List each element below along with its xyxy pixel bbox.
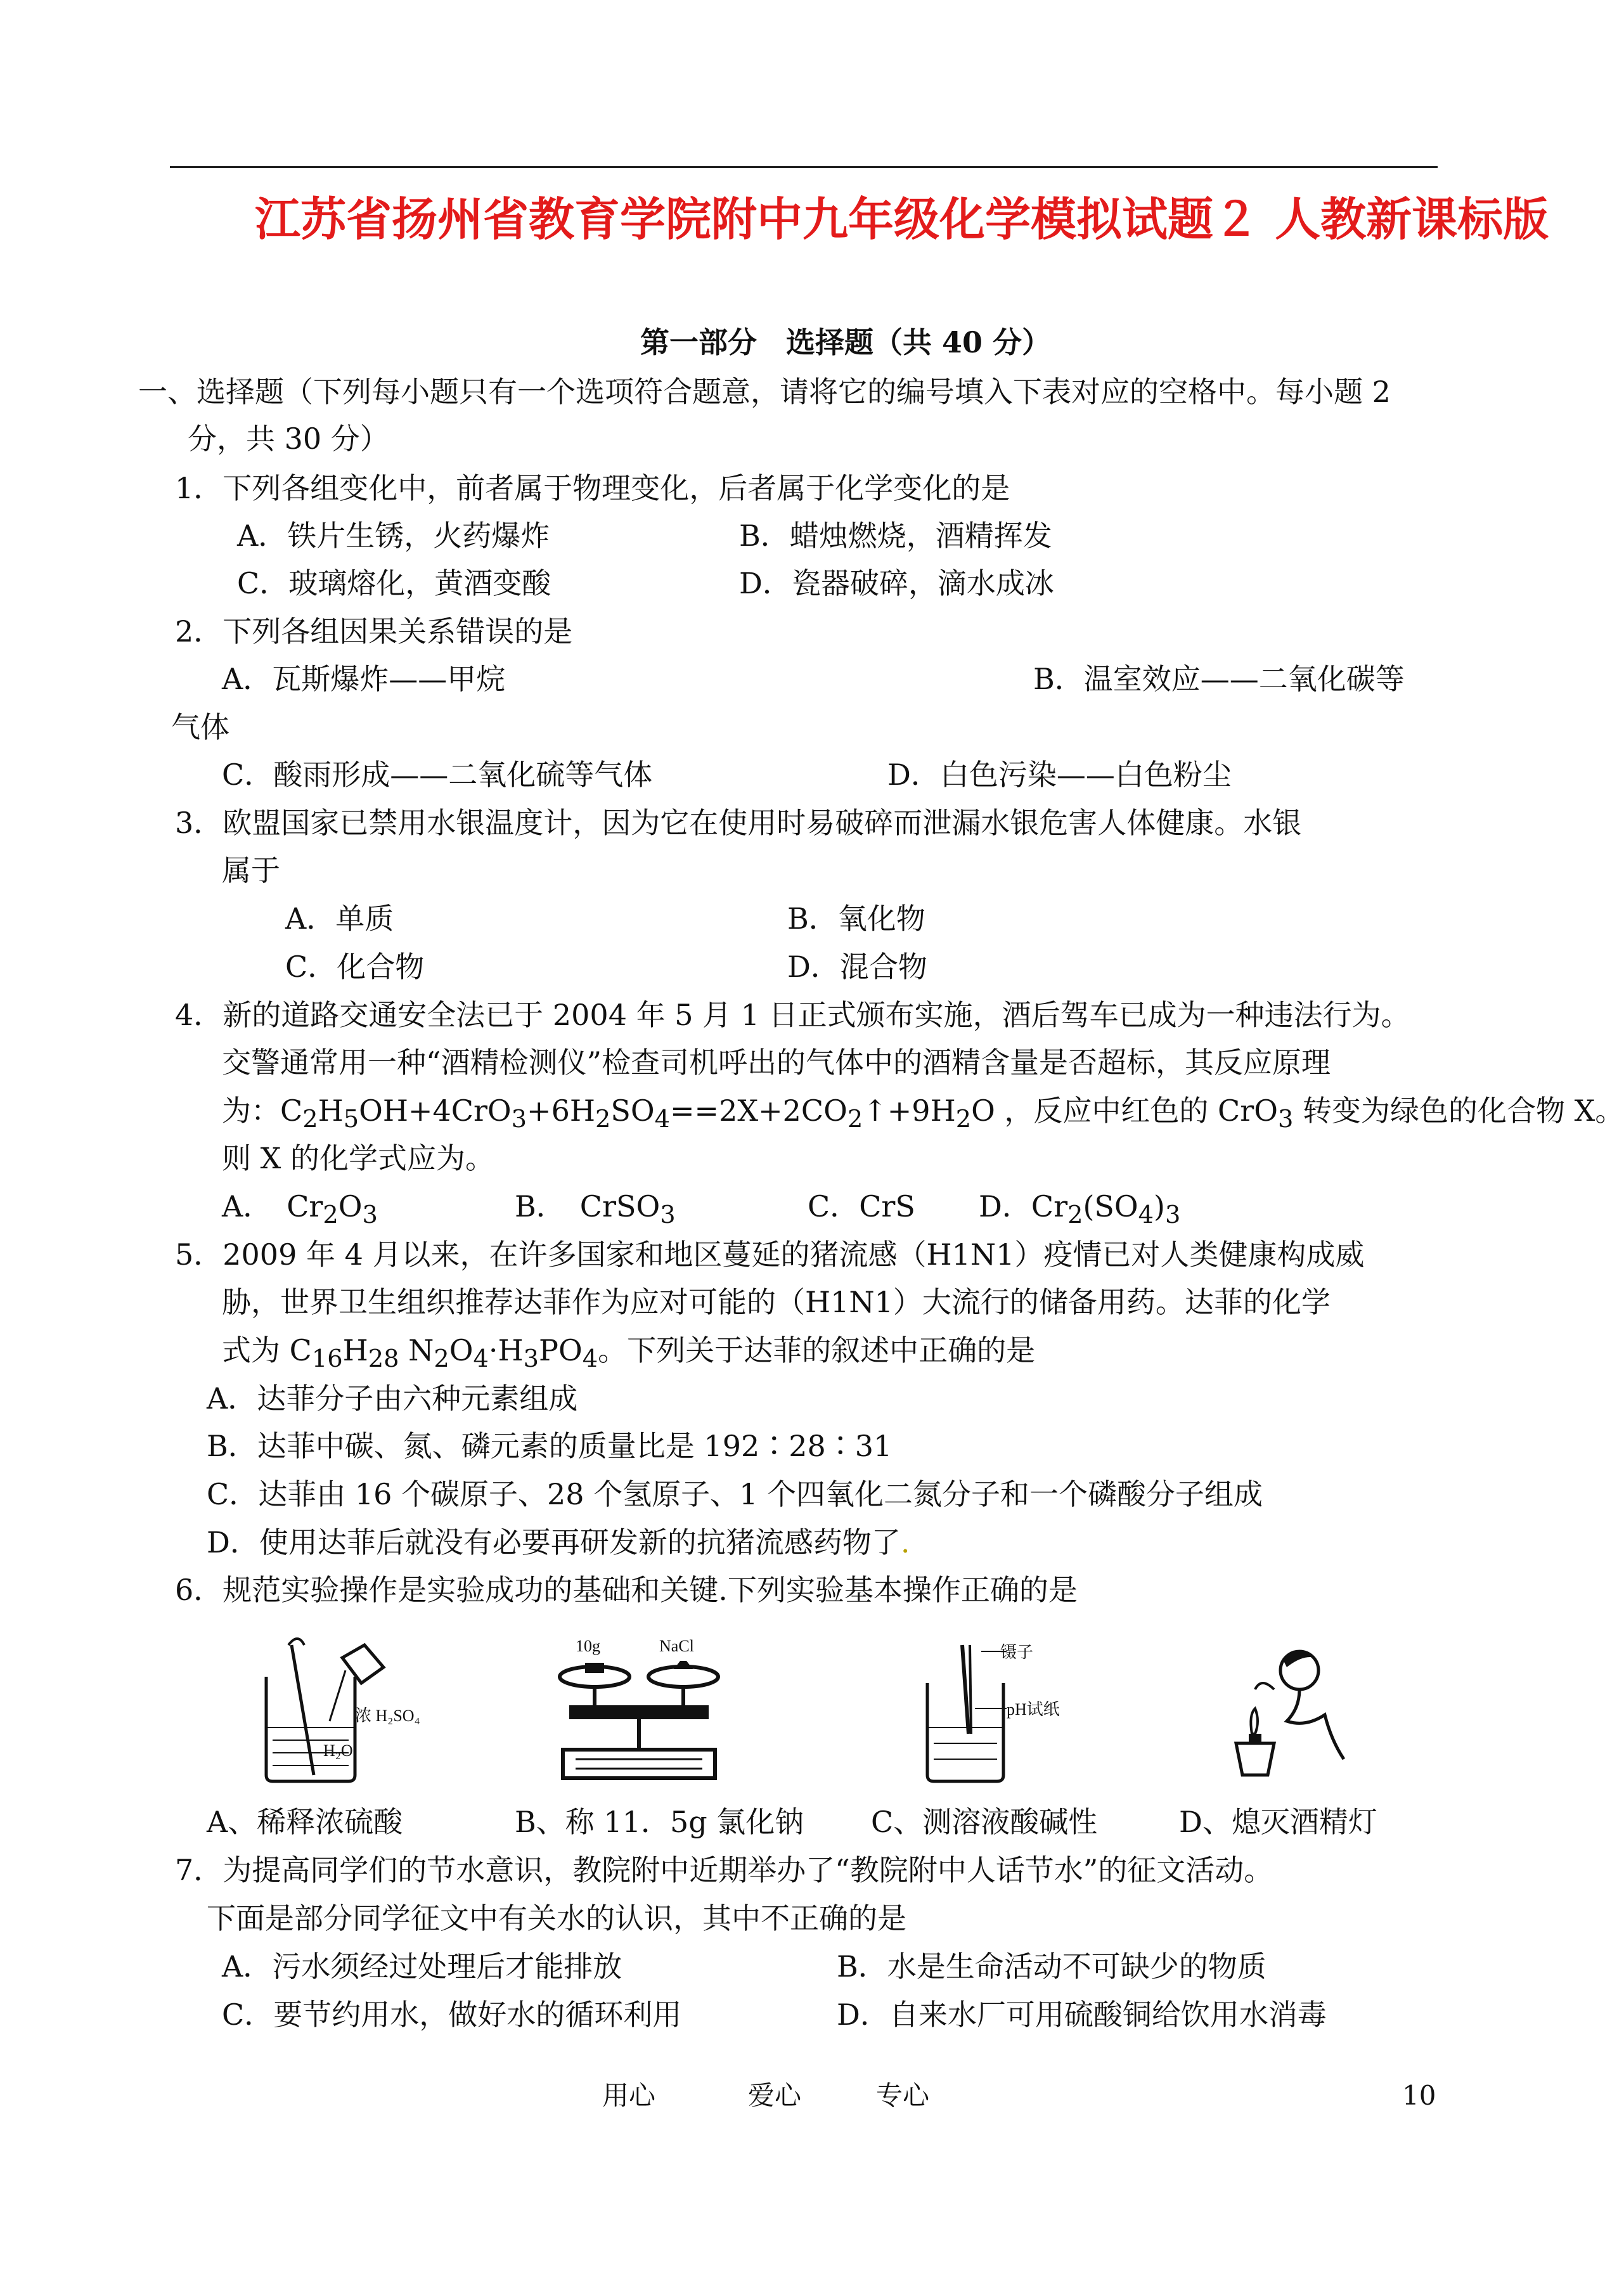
q3-stem-1: 3．欧盟国家已禁用水银温度计，因为它在使用时易破碎而泄漏水银危害人体健康。水银 <box>175 806 1302 840</box>
instruction-line-1: 一、选择题（下列每小题只有一个选项符合题意，请将它的编号填入下表对应的空格中。每小题 2 <box>138 375 1391 409</box>
q7-option-b: B．水是生命活动不可缺少的物质 <box>837 1949 1266 1984</box>
q5-trailing-dot: . <box>900 1525 910 1559</box>
label-ph-paper: pH试纸 <box>1007 1700 1060 1719</box>
q4-option-a: A． $Cr_2O_3$ <box>222 1189 378 1230</box>
q6-option-a: A、稀释浓硫酸 <box>207 1805 403 1839</box>
q5-option-c: C．达菲由 16 个碳原子、28 个氢原子、1 个四氧化二氮分子和一个磷酸分子组成 <box>207 1477 1263 1511</box>
q4-option-c: C．CrS <box>808 1189 915 1223</box>
figure-balance <box>550 1632 728 1791</box>
label-weight: 10g <box>576 1637 600 1655</box>
q2-option-b-cont: 气体 <box>171 710 229 744</box>
q7-stem-1: 7．为提高同学们的节水意识，教院附中近期举办了“教院附中人话节水”的征文活动。 <box>175 1853 1273 1887</box>
q3-option-c: C．化合物 <box>285 950 425 984</box>
q6-option-c: C、测溶液酸碱性 <box>871 1805 1098 1839</box>
q1-option-b: B．蜡烛燃烧，酒精挥发 <box>739 519 1052 553</box>
label-water: H₂O <box>323 1741 353 1760</box>
q3-option-a: A．单质 <box>285 901 394 936</box>
q5-option-d: D．使用达菲后就没有必要再研发新的抗猪流感药物了. <box>207 1525 910 1559</box>
q5-option-b: B．达菲中碳、氮、磷元素的质量比是 192∶28∶31 <box>207 1429 893 1463</box>
q7-stem-2: 下面是部分同学征文中有关水的认识，其中不正确的是 <box>207 1901 906 1935</box>
q4-option-d: D．$Cr_2(SO_4)_3$ <box>979 1189 1181 1230</box>
q7-option-a: A．污水须经过处理后才能排放 <box>222 1949 622 1984</box>
page-number: 10 <box>1402 2080 1436 2111</box>
q3-option-b: B．氧化物 <box>787 901 925 936</box>
section-heading: 第一部分 选择题（共 40 分） <box>640 325 1052 359</box>
q1-option-c: C．玻璃熔化，黄酒变酸 <box>237 566 551 600</box>
figure-dilute-acid <box>254 1632 420 1791</box>
q4-option-b: B． CrSO$_3$ <box>515 1189 676 1230</box>
q2-option-c: C．酸雨形成——二氧化硫等气体 <box>222 758 653 792</box>
q4-equation: $C_2H_5OH+4CrO_3+6H_2SO_4==2X+2CO_2↑+9H_2O$ <box>280 1094 995 1134</box>
q3-stem-2: 属于 <box>222 853 280 888</box>
q6-option-b: B、称 11．5g 氯化钠 <box>515 1805 804 1839</box>
q1-option-a: A．铁片生锈，火药爆炸 <box>237 519 550 553</box>
q1-option-d: D．瓷器破碎，滴水成冰 <box>739 566 1054 600</box>
footer-motto-2: 爱心 <box>748 2080 802 2111</box>
q5-stem-1: 5．2009 年 4 月以来，在许多国家和地区蔓延的猪流感（H1N1）疫情已对人类健康构成威 <box>175 1237 1365 1272</box>
header-rule <box>170 166 1438 168</box>
instruction-line-2: 分，共 30 分） <box>188 422 389 456</box>
page-title: 江苏省扬州省教育学院附中九年级化学模拟试题２ 人教新课标版 <box>255 192 1549 246</box>
q2-option-a: A．瓦斯爆炸——甲烷 <box>222 662 506 696</box>
q6-option-d: D、熄灭酒精灯 <box>1179 1805 1377 1839</box>
q1-stem: 1．下列各组变化中，前者属于物理变化，后者属于化学变化的是 <box>175 471 1010 505</box>
q7-option-d: D．自来水厂可用硫酸铜给饮用水消毒 <box>837 1998 1327 2032</box>
q4-stem-3: 为：$C_2H_5OH+4CrO_3+6H_2SO_4==2X+2CO_2↑+9H_2O$ ，反应中红色的 CrO$_3$ 转变为绿色的化合物 X。 <box>222 1094 1624 1134</box>
q5-stem-2: 胁，世界卫生组织推荐达菲作为应对可能的（H1N1）大流行的储备用药。达菲的化学 <box>222 1285 1331 1319</box>
footer-motto-3: 专心 <box>876 2080 930 2111</box>
q2-option-d: D．白色污染——白色粉尘 <box>887 758 1232 792</box>
q7-option-c: C．要节约用水，做好水的循环利用 <box>222 1998 682 2032</box>
label-tweezers: 镊子 <box>1000 1643 1034 1662</box>
footer-motto-1: 用心 <box>602 2080 656 2111</box>
q2-stem: 2．下列各组因果关系错误的是 <box>175 614 573 649</box>
label-nacl: NaCl <box>659 1637 694 1655</box>
q4-stem-4: 则 X 的化学式应为。 <box>222 1141 494 1175</box>
q6-stem: 6．规范实验操作是实验成功的基础和关键.下列实验基本操作正确的是 <box>175 1573 1078 1607</box>
figure-ph-test <box>918 1632 1083 1791</box>
q4-stem-2: 交警通常用一种“酒精检测仪”检查司机呼出的气体中的酒精含量是否超标，其反应原理 <box>222 1045 1331 1080</box>
q5-stem-3: 式为 $C_{16}H_{28}$ $N_2O_4\cdot H_3PO_4$。下列关于达菲的叙述中正确的是 <box>222 1333 1036 1374</box>
q2-option-b: B．温室效应——二氧化碳等 <box>1033 662 1405 696</box>
q4-stem-1: 4．新的道路交通安全法已于 2004 年 5 月 1 日正式颁布实施，酒后驾车已成为一种违法行为。 <box>175 998 1410 1032</box>
label-acid: 浓 H₂SO₄ <box>355 1707 420 1725</box>
q5-option-a: A．达菲分子由六种元素组成 <box>207 1381 578 1416</box>
q3-option-d: D．混合物 <box>787 950 927 984</box>
figure-extinguish-lamp <box>1223 1632 1363 1791</box>
